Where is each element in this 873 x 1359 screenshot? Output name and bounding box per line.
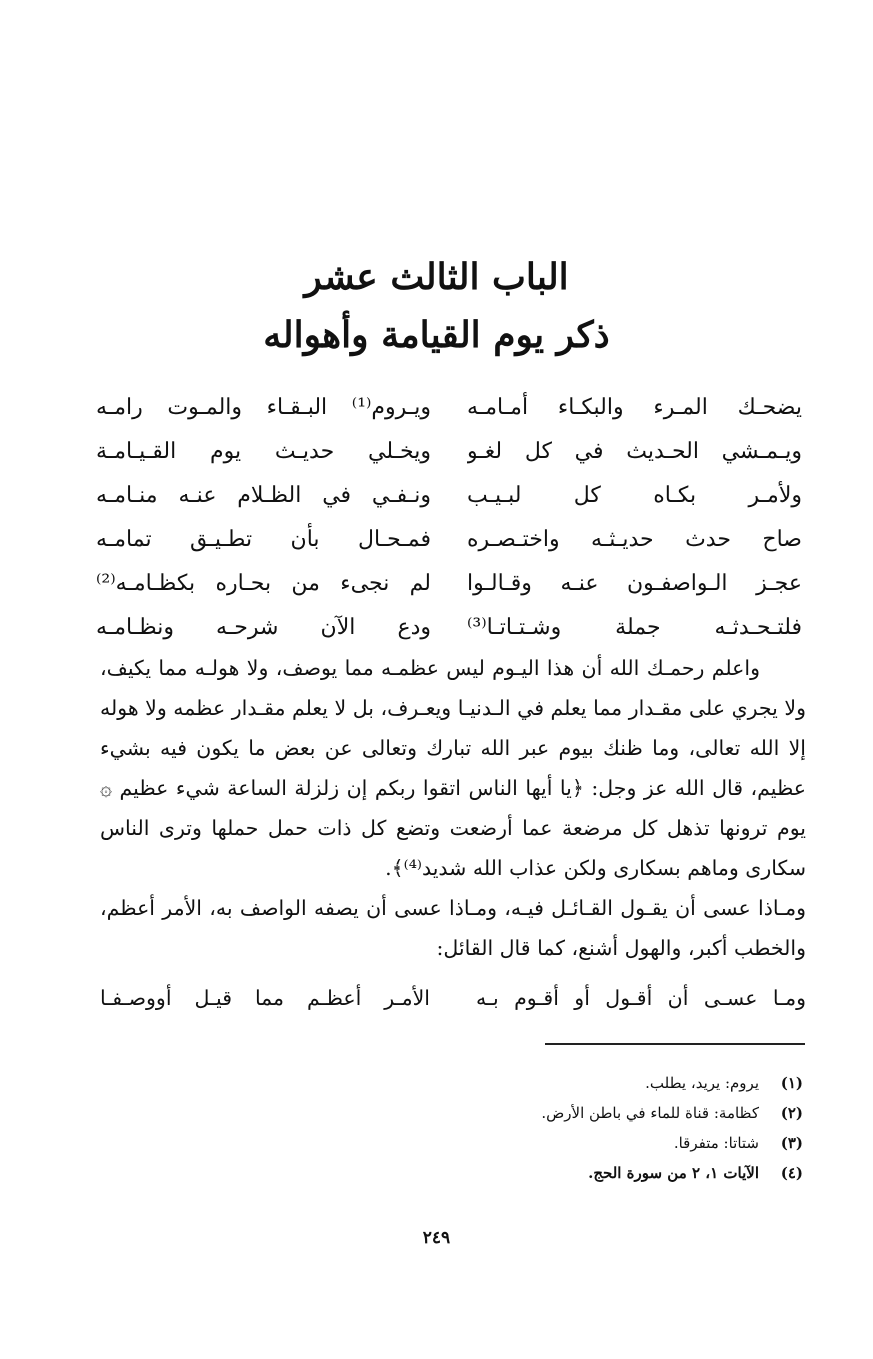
footnote-text: شتاتا: متفرقا. — [673, 1134, 759, 1152]
footnote — [303, 1158, 803, 1188]
verse-second-hemistich: ونـفـي في الظـلام عنـه منـامـه — [96, 483, 431, 508]
chapter-title-line1: الباب الثالث عشر — [304, 256, 569, 298]
body-paragraph-1: واعلم رحمـك الله أن هذا اليـوم ليس عظمـه مما يوصف، ولا هولـه مما يكيف، ولا يجري على مقـدار مما يعلم في الـدنيـا ويعـرف، بل لا يعلم مقـدار عظمه ولا هوله إلا الله تعالى، وما ظنك بيوم عبر الله تبارك وتعالى عن بعض ما يكون فيه بشيء عظيم، قال الله عز وجل: ﴿يا أيها الناس اتقوا ربكم إن زلزلة الساعة شيء عظيم ۞ يوم ترونها تذهل كل مرضعة عما أرضعت وتضع كل ذات حمل حملها وترى الناس سكارى وماهم بسكارى ولكن عذاب الله شديد⁽⁴⁾﴾. — [100, 656, 806, 880]
closing-verse-second-hemistich: الأمـر أعظـم مما قيـل أووصـفـا — [100, 986, 430, 1010]
verse-second-hemistich: ودع الآن شرحـه ونظـامـه — [96, 615, 431, 640]
footnote-number: (١) — [780, 1074, 803, 1092]
footnote-text: الآيات ١، ٢ من سورة الحج. — [588, 1164, 759, 1182]
footnote-text: يروم: يريد، يطلب. — [645, 1074, 759, 1092]
verse — [96, 518, 802, 562]
verse-first-hemistich: فلتـحـدثـه جملة وشـتـاتـا⁽³⁾ — [467, 615, 802, 640]
footnote-number: (٢) — [780, 1104, 803, 1122]
verse-first-hemistich: عجـز الـواصفـون عنـه وقـالـوا — [467, 571, 802, 596]
verse-second-hemistich: ويخـلي حديـث يوم القـيـامـة — [96, 439, 431, 464]
footnote-number: (٣) — [780, 1134, 803, 1152]
verse — [96, 562, 802, 606]
footnote-divider — [545, 1043, 805, 1045]
chapter-heading — [0, 248, 873, 364]
verse-first-hemistich: ولأمـر بكـاه كل لبـيـب — [467, 483, 802, 508]
verse — [96, 606, 802, 650]
verse-second-hemistich: لم نجىء من بحـاره بكظـامـه⁽²⁾ — [96, 571, 431, 596]
chapter-title-line2: ذكر يوم القيامة وأهواله — [263, 314, 610, 356]
verse-first-hemistich: يضحـك المـرء والبكـاء أمـامـه — [467, 395, 802, 420]
footnote-text: كظامة: قناة للماء في باطن الأرض. — [541, 1104, 759, 1122]
verse-first-hemistich: صاح حدث حديـثـه واختـصـره — [467, 527, 802, 552]
body-text — [100, 648, 806, 968]
footnote — [303, 1098, 803, 1128]
verse — [96, 474, 802, 518]
body-paragraph-2: ومـاذا عسى أن يقـول القـائـل فيـه، ومـاذا عسى أن يصفه الواصف به، الأمر أعظم، والخطب أكبر، والهول أشنع، كما قال القائل: — [100, 896, 806, 960]
verse-second-hemistich: ويـروم⁽¹⁾ البـقـاء والمـوت رامـه — [96, 395, 431, 420]
closing-verse-first-hemistich: ومـا عسـى أن أقـول أو أقـوم بـه — [476, 986, 806, 1010]
verse-first-hemistich: ويـمـشي الحـديث في كل لغـو — [467, 439, 802, 464]
verse — [96, 430, 802, 474]
closing-verse — [100, 978, 806, 1018]
verse — [96, 386, 802, 430]
footnote-number: (٤) — [780, 1164, 803, 1182]
poem — [96, 386, 802, 650]
verse-second-hemistich: فمـحـال بأن تطـيـق تمامـه — [96, 527, 431, 552]
footnotes — [303, 1068, 803, 1188]
footnote — [303, 1068, 803, 1098]
page-number: ٢٤٩ — [422, 1228, 451, 1248]
footnote — [303, 1128, 803, 1158]
